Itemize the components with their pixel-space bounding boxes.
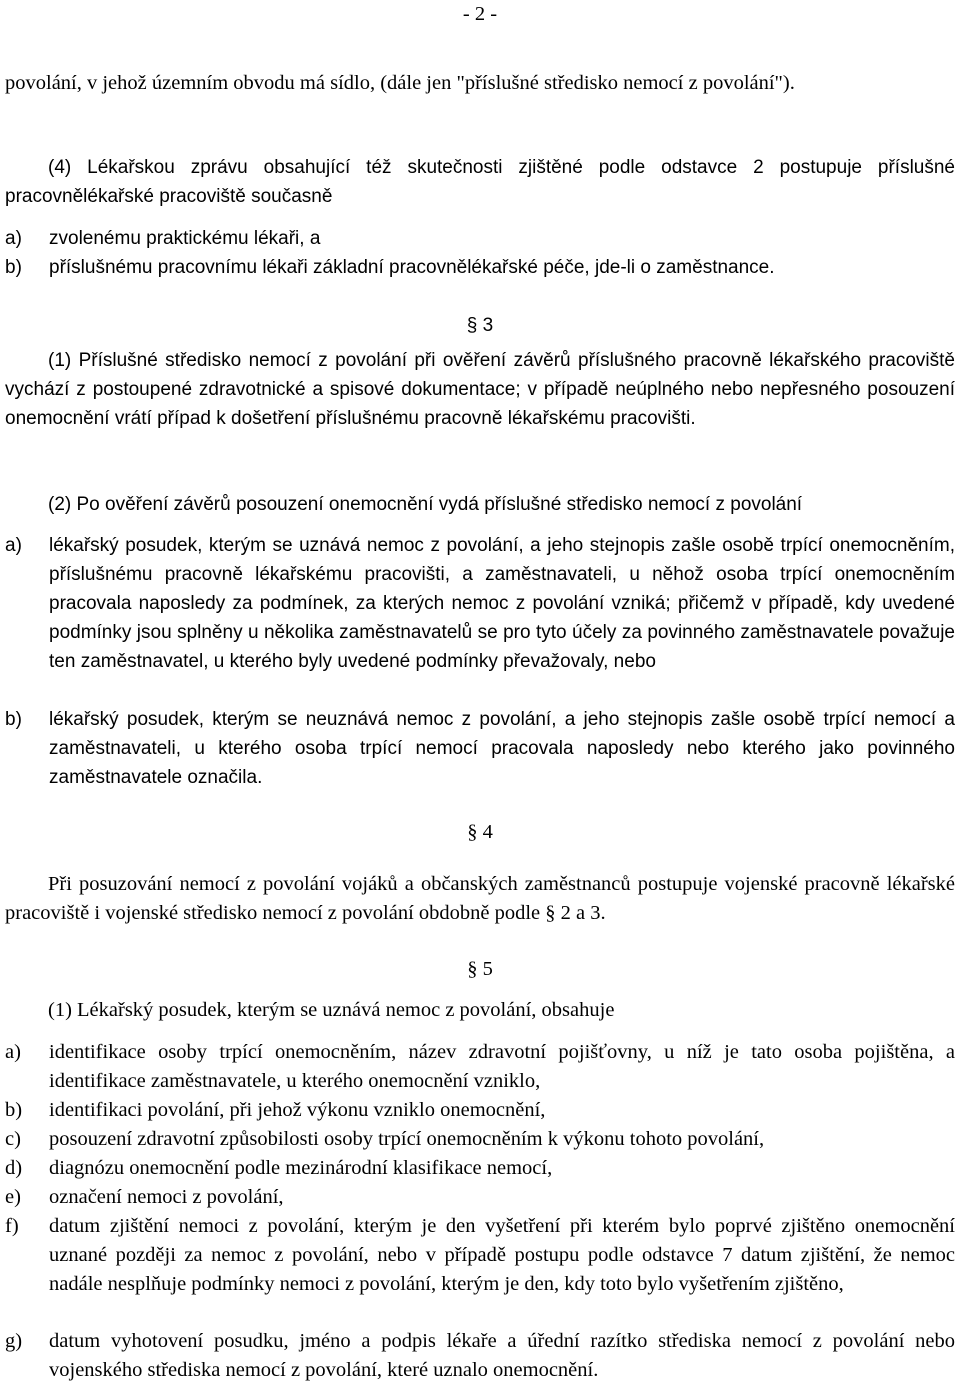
list-marker: b) <box>5 1099 23 1121</box>
list-item <box>5 1327 955 1385</box>
list-text: datum vyhotovení posudku, jméno a podpis lékaře a úřední razítko střediska nemocí z povolání nebo vojenského střediska nemocí z povolání, které uznalo onemocnění. <box>49 1330 955 1381</box>
list-marker: f) <box>5 1215 19 1237</box>
list-text: lékařský posudek, kterým se uznává nemoc z povolání, a jeho stejnopis zašle osobě trpící onemocněním, příslušnému pracovně lékařskému pracovišti, a zaměstnavateli, u něhož osoba trpící onemocněním pracovala naposledy za podmínek, za kterých nemoc z povolání vzniká; přičemž v případě, kdy uvedené podmínky jsou splněny u několika zaměstnavatelů se pro tyto účely za povinného zaměstnavatele považuje ten zaměstnavatel, u kterého byly uvedené podmínky převažovaly, nebo <box>49 535 955 672</box>
list-text: datum zjištění nemoci z povolání, kterým je den vyšetření při kterém bylo poprvé zjištěno onemocnění uznané později za nemoc z povolání, nebo v případě postupu podle odstavce 7 datum zjištění, že nemoc nadále nesplňuje podmínky nemoci z povolání, kterým je den, kdy toto bylo vyšetřením zjištěno, <box>49 1215 955 1295</box>
list-marker: g) <box>5 1330 23 1352</box>
list-item <box>5 1154 955 1183</box>
list-item <box>5 1212 955 1299</box>
section-3-paragraph-2: (2) Po ověření závěrů posouzení onemocnění vydá příslušné středisko nemocí z povolání <box>48 494 803 515</box>
list-text: označení nemoci z povolání, <box>49 1186 284 1208</box>
list-text: příslušnému pracovnímu lékaři základní pracovnělékařské péče, jde-li o zaměstnance. <box>49 257 775 278</box>
list-text: lékařský posudek, kterým se neuznává nemoc z povolání, a jeho stejnopis zašle osobě trpící nemocí a zaměstnavateli, u kterého osoba trpící nemocí pracovala naposledy nebo kterého jako povinného zaměstnavatele označila. <box>49 709 955 788</box>
list-marker: b) <box>5 257 22 278</box>
list-item <box>5 531 955 676</box>
list-item <box>5 253 955 282</box>
list-text: posouzení zdravotní způsobilosti osoby trpící onemocněním k výkonu tohoto povolání, <box>49 1128 765 1150</box>
section-heading-5: § 5 <box>467 958 493 980</box>
list-item <box>5 1183 955 1212</box>
list-item <box>5 224 955 253</box>
section-heading-4: § 4 <box>467 821 493 843</box>
list-item <box>5 1038 955 1096</box>
section-4-paragraph: Při posuzování nemocí z povolání vojáků a občanských zaměstnanců postupuje vojenské pracovně lékařské pracoviště i vojenské středisko nemocí z povolání obdobně podle § 2 a 3. <box>5 873 955 924</box>
paragraph-intro: povolání, v jehož územním obvodu má sídlo, (dále jen "příslušné středisko nemocí z povolání"). <box>5 72 795 94</box>
list-marker: a) <box>5 1041 21 1063</box>
list-item <box>5 1125 955 1154</box>
list-text: identifikace osoby trpící onemocněním, název zdravotní pojišťovny, u níž je tato osoba pojištěna, a identifikace zaměstnavatele, u kterého onemocnění vzniklo, <box>49 1041 955 1092</box>
list-marker: a) <box>5 535 22 556</box>
list-marker: c) <box>5 1128 21 1150</box>
section-3-paragraph-1: (1) Příslušné středisko nemocí z povolání při ověření závěrů příslušného pracovně lékařského pracoviště vychází z postoupené zdravotnické a spisové dokumentace; v případě neúplného nebo nepřesného posouzení onemocnění vrátí případ k došetření příslušnému pracovně lékařskému pracovišti. <box>5 350 955 429</box>
list-marker: a) <box>5 228 22 249</box>
page-number: - 2 - <box>462 3 498 25</box>
list-marker: e) <box>5 1186 21 1208</box>
list-item <box>5 1096 955 1125</box>
paragraph-4: (4) Lékařskou zprávu obsahující též skutečnosti zjištěné podle odstavce 2 postupuje příslušné pracovnělékařské pracoviště současně <box>5 157 955 207</box>
list-text: zvolenému praktickému lékaři, a <box>49 228 321 249</box>
list-text: diagnózu onemocnění podle mezinárodní klasifikace nemocí, <box>49 1157 553 1179</box>
section-5-paragraph-1: (1) Lékařský posudek, kterým se uznává nemoc z povolání, obsahuje <box>48 999 615 1021</box>
list-item <box>5 705 955 792</box>
section-heading-3: § 3 <box>466 315 494 336</box>
list-text: identifikaci povolání, při jehož výkonu vzniklo onemocnění, <box>49 1099 546 1121</box>
list-marker: d) <box>5 1157 23 1179</box>
list-marker: b) <box>5 709 22 730</box>
